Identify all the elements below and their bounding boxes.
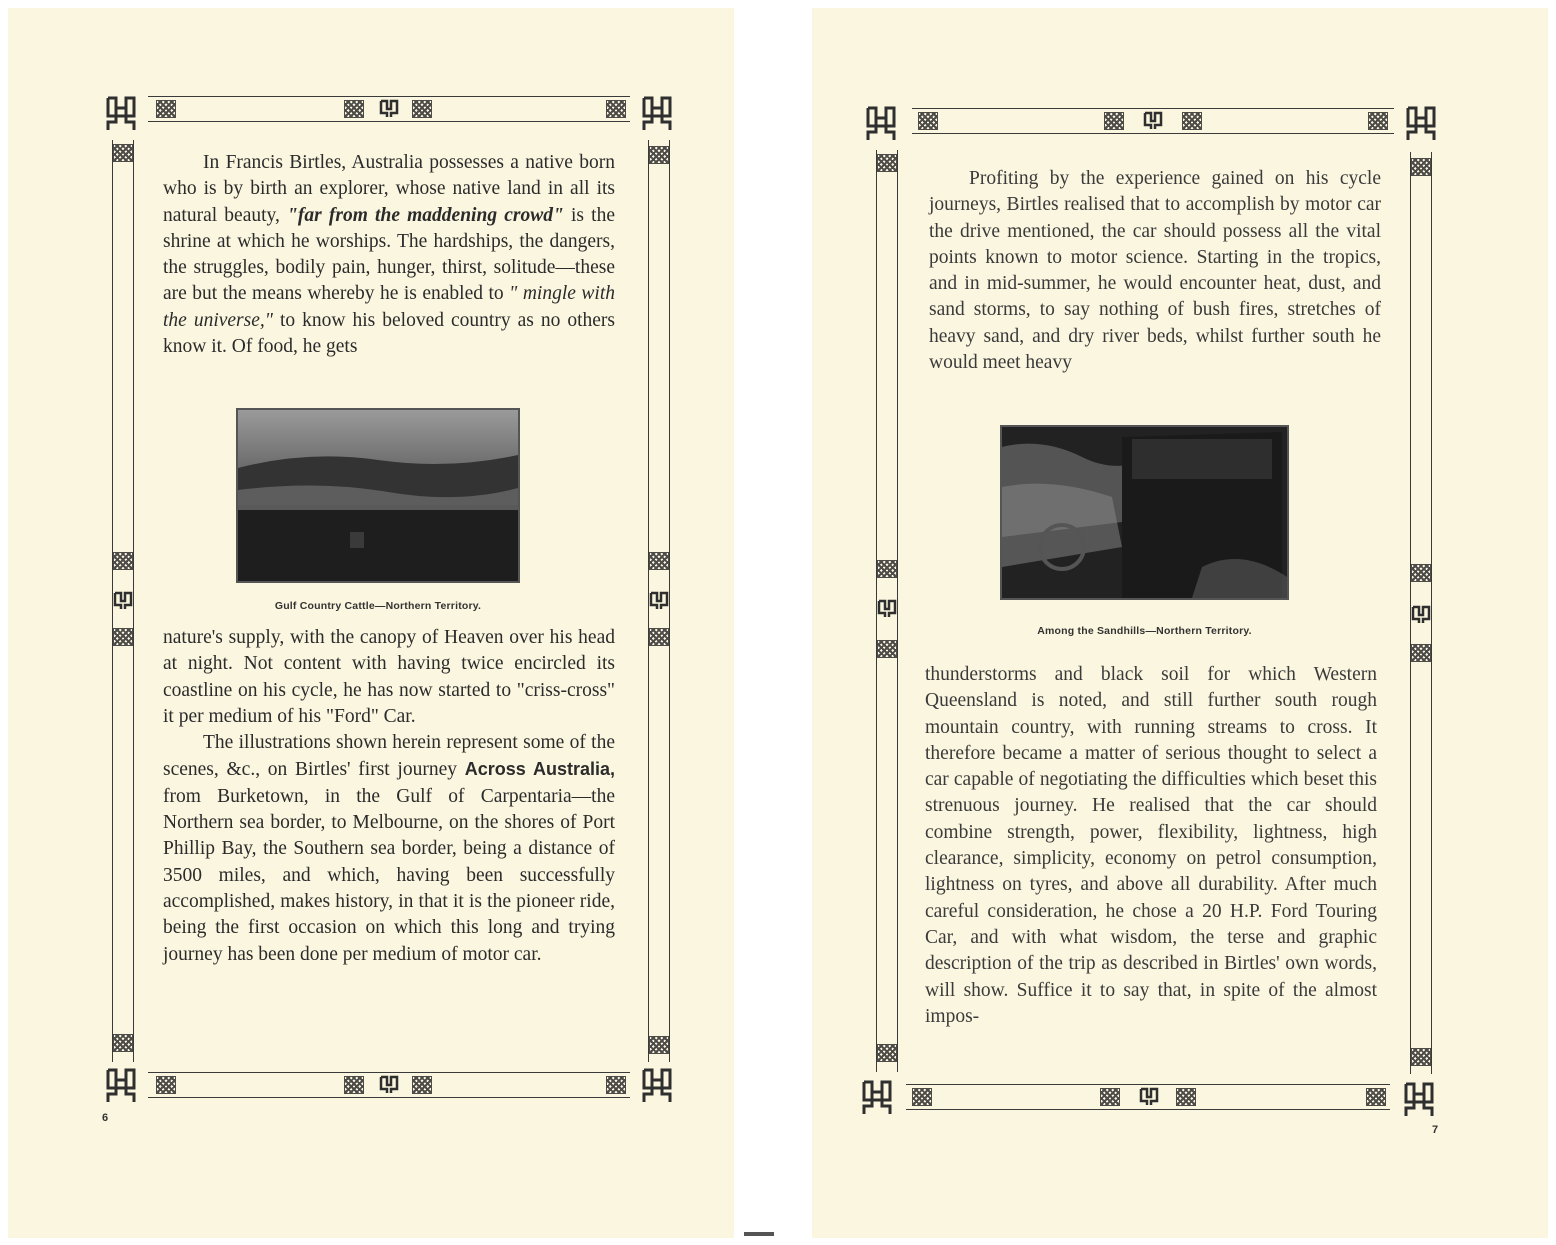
celtic-knot-corner-icon [864, 104, 898, 144]
lattice-ornament-icon [412, 1076, 432, 1094]
celtic-knot-icon [876, 598, 898, 620]
photo-among-sandhills [1000, 425, 1289, 600]
lattice-ornament-icon [1411, 644, 1431, 662]
lattice-ornament-icon [1176, 1088, 1196, 1106]
celtic-knot-corner-icon [104, 94, 138, 134]
celtic-knot-icon [1410, 604, 1432, 626]
lattice-ornament-icon [877, 640, 897, 658]
celtic-knot-corner-icon [1404, 104, 1438, 144]
celtic-knot-icon [648, 590, 670, 612]
celtic-knot-icon [1138, 1086, 1160, 1108]
left-paragraph-2: nature's supply, with the canopy of Heaven over his head at night. Not content with having twice encircled its coastline on his cycle, he has now started to "criss-cross" it per medium of his "Ford" Car. The illustrations shown herein represent some of the scenes, &c., on Birtles' first journey Across Australia, from Burketown, in the Gulf of Carpentaria—the Northern sea border, to Melbourne, on the shores of Port Phillip Bay, the Southern sea border, being a distance of 3500 miles, and which, having been successfully accomplished, makes history, in that it is the pioneer ride, being the first occasion on which this long and trying journey has been done per medium of motor car. [163, 627, 615, 965]
lattice-ornament-icon [113, 552, 133, 570]
lattice-ornament-icon [877, 560, 897, 578]
lattice-ornament-icon [113, 628, 133, 646]
celtic-knot-icon [378, 98, 400, 120]
celtic-knot-corner-icon [640, 94, 674, 134]
lattice-ornament-icon [877, 154, 897, 172]
page-number-right: 7 [1432, 1124, 1439, 1136]
photo-gulf-country-cattle [236, 408, 520, 583]
lattice-ornament-icon [649, 552, 669, 570]
lattice-ornament-icon [649, 1036, 669, 1054]
quote-mingle-universe: " mingle with the universe," [163, 283, 615, 331]
lattice-ornament-icon [1100, 1088, 1120, 1106]
right-paragraph-2: thunderstorms and black soil for which Western Queensland is noted, and still further south rough mountain country, with running streams to cross. It therefore became a matter of serious thought to select a car capable of negotiating the difficulties which beset this strenuous journey. He realised that the car should combine strength, power, flexibility, lightness, high clearance, simplicity, economy on petrol consumption, lightness on tyres, and above all durability. After much careful consideration, he chose a 20 H.P. Ford Touring Car, and with what wisdom, the terse and graphic description of the trip as described in Birtles' own words, will show. Suffice it to say that, in spite of the almost impos- [925, 664, 1377, 1027]
lattice-ornament-icon [113, 1034, 133, 1052]
page-number-left: 6 [102, 1112, 109, 1124]
caption-among-sandhills: Among the Sandhills—Northern Territory. [1037, 625, 1252, 637]
lattice-ornament-icon [156, 1076, 176, 1094]
left-paragraph-1: In Francis Birtles, Australia possesses a native born who is by birth an explorer, whose native land in all its natural beauty, "far from the maddening crowd" is the shrine at which he worships. The hardships, the dangers, the struggles, bodily pain, hunger, thirst, solitude—these are but the means whereby he is enabled to " mingle with the universe," to know his beloved country as no others know it. Of food, he gets [163, 152, 616, 358]
lattice-ornament-icon [1104, 112, 1124, 130]
quote-far-from-crowd: "far from the maddening crowd" [287, 204, 564, 226]
lattice-ornament-icon [344, 1076, 364, 1094]
lattice-ornament-icon [877, 1044, 897, 1062]
celtic-knot-corner-icon [640, 1066, 674, 1106]
celtic-knot-icon [1142, 110, 1164, 132]
celtic-knot-corner-icon [104, 1066, 138, 1106]
lattice-ornament-icon [1366, 1088, 1386, 1106]
lattice-ornament-icon [412, 100, 432, 118]
lattice-ornament-icon [1411, 1048, 1431, 1066]
across-australia-heading: Across Australia, [464, 759, 615, 780]
lattice-ornament-icon [1411, 564, 1431, 582]
lattice-ornament-icon [1411, 158, 1431, 176]
caption-gulf-country: Gulf Country Cattle—Northern Territory. [274, 600, 482, 612]
lattice-ornament-icon [113, 144, 133, 162]
landscape-photo-image [238, 410, 518, 581]
celtic-knot-icon [378, 1074, 400, 1096]
celtic-knot-corner-icon [860, 1078, 894, 1118]
book-gutter [736, 0, 810, 1245]
lattice-ornament-icon [1368, 112, 1388, 130]
lattice-ornament-icon [1182, 112, 1202, 130]
lattice-ornament-icon [912, 1088, 932, 1106]
lattice-ornament-icon [649, 146, 669, 164]
celtic-knot-corner-icon [1402, 1080, 1436, 1120]
lattice-ornament-icon [606, 100, 626, 118]
spine-mark [744, 1232, 774, 1236]
sandhills-photo-image [1002, 427, 1287, 598]
celtic-knot-icon [112, 590, 134, 612]
lattice-ornament-icon [649, 628, 669, 646]
lattice-ornament-icon [918, 112, 938, 130]
lattice-ornament-icon [156, 100, 176, 118]
lattice-ornament-icon [344, 100, 364, 118]
right-paragraph-1: Profiting by the experience gained on his cycle journeys, Birtles realised that to accomplish by motor car the drive mentioned, the car should possess all the vital points known to motor science. Starting in the tropics, and in mid-summer, he would encounter heat, dust, and sand storms, to say nothing of bush fires, stretches of heavy sand, and dry river beds, whilst further south he would meet heavy [929, 168, 1381, 374]
lattice-ornament-icon [606, 1076, 626, 1094]
